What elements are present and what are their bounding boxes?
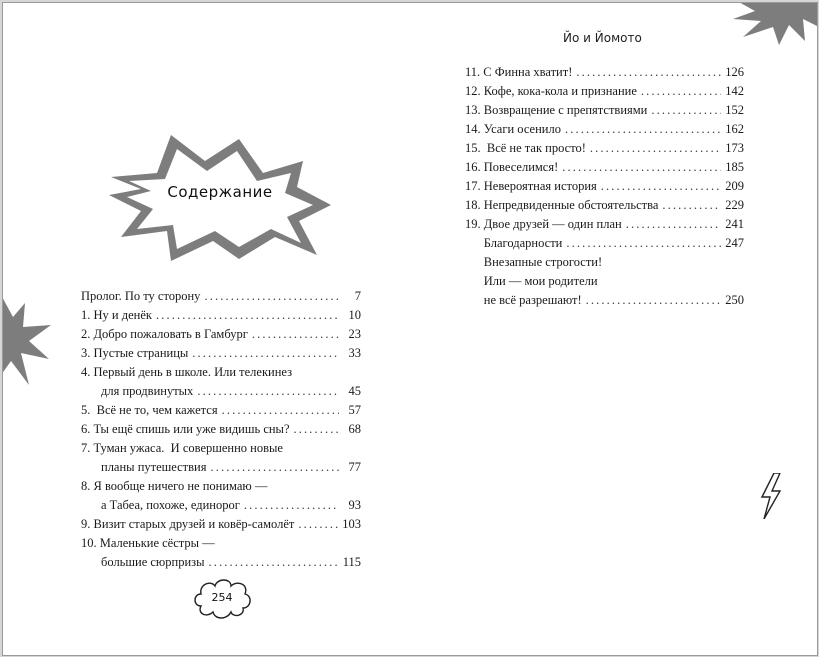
toc-entry-title: Пролог. По ту сторону <box>81 289 201 303</box>
toc-entry <box>465 158 744 177</box>
toc-entry-page: 23 <box>348 327 361 341</box>
toc-entry <box>465 196 744 215</box>
toc-entry-page: 45 <box>348 384 361 398</box>
book-spread <box>2 2 818 656</box>
toc-entry <box>81 439 361 477</box>
toc-entry-title: Или — мои родители <box>465 274 598 288</box>
toc-entry-page: 68 <box>348 422 361 436</box>
toc-entry <box>465 234 744 253</box>
toc-entry-page: 115 <box>342 555 361 569</box>
toc-entry-title: 2. Добро пожаловать в Гамбург <box>81 327 248 341</box>
edge-burst-icon <box>2 295 53 387</box>
toc-entry-title: 18. Непредвиденные обстоятельства <box>465 198 659 212</box>
toc-entry <box>81 477 361 515</box>
toc-leader-dots <box>222 401 339 420</box>
toc-entry-page: 162 <box>725 122 744 136</box>
toc-entry-title: 14. Усаги осенило <box>465 122 561 136</box>
toc-entry <box>81 534 361 572</box>
toc-leader-dots <box>576 63 721 82</box>
toc-entry-page: 10 <box>348 308 361 322</box>
toc-leader-dots <box>566 234 721 253</box>
toc-entry-title: 3. Пустые страницы <box>81 346 189 360</box>
toc-entry <box>465 139 744 158</box>
toc-entry <box>81 344 361 363</box>
toc-leader-dots <box>651 101 721 120</box>
toc-entry-page: 250 <box>725 293 744 307</box>
toc-leader-dots <box>662 196 721 215</box>
toc-leader-dots <box>204 287 339 306</box>
toc-entry-page: 33 <box>348 346 361 360</box>
toc-entry-title: 19. Двое друзей — один план <box>465 217 622 231</box>
toc-leader-dots <box>562 158 721 177</box>
toc-leader-dots <box>252 325 339 344</box>
toc-entry-page: 7 <box>354 289 361 303</box>
toc-entry-page: 209 <box>725 179 744 193</box>
toc-entry-page: 247 <box>725 236 744 250</box>
toc-entry-title: 17. Невероятная история <box>465 179 597 193</box>
toc-entry <box>81 401 361 420</box>
toc-leader-dots <box>626 215 722 234</box>
toc-leader-dots <box>156 306 339 325</box>
toc-entry-page: 152 <box>725 103 744 117</box>
corner-burst-icon <box>729 2 818 49</box>
toc-entry <box>465 101 744 120</box>
page-number: 254 <box>211 591 233 604</box>
toc-entry-page: 77 <box>348 460 361 474</box>
toc-entry-page: 57 <box>348 403 361 417</box>
toc-leader-dots <box>197 382 339 401</box>
toc-leader-dots <box>565 120 721 139</box>
toc-leader-dots <box>192 344 339 363</box>
toc-entry <box>465 63 744 82</box>
toc-entry <box>81 363 361 401</box>
toc-entry-title: 7. Туман ужаса. И совершенно новые <box>81 441 283 455</box>
toc-leader-dots <box>590 139 721 158</box>
toc-leader-dots <box>244 496 339 515</box>
toc-leader-dots <box>208 553 338 572</box>
toc-entry <box>81 287 361 306</box>
toc-leader-dots <box>298 515 338 534</box>
toc-column-left <box>81 287 361 572</box>
toc-entry-title: Внезапные строгости! <box>465 255 603 269</box>
toc-entry-title: 1. Ну и денёк <box>81 308 152 322</box>
toc-entry-title: планы путешествия <box>101 460 207 474</box>
lightning-bolt-icon <box>758 473 784 519</box>
toc-entry-title: большие сюрпризы <box>101 555 205 569</box>
toc-entry-page: 241 <box>725 217 744 231</box>
toc-entry-title: 9. Визит старых друзей и ковёр-самолёт <box>81 517 295 531</box>
toc-entry <box>81 306 361 325</box>
toc-leader-dots <box>210 458 339 477</box>
toc-entry-title: 12. Кофе, кока-кола и признание <box>465 84 637 98</box>
toc-entry-title: 6. Ты ещё спишь или уже видишь сны? <box>81 422 290 436</box>
toc-entry-page: 229 <box>725 198 744 212</box>
toc-entry-page: 93 <box>348 498 361 512</box>
toc-entry-title: а Табеа, похоже, единорог <box>101 498 240 512</box>
toc-entry <box>465 215 744 234</box>
toc-entry <box>81 515 361 534</box>
toc-column-right <box>465 63 744 310</box>
toc-leader-dots <box>641 82 721 101</box>
toc-entry-title: 4. Первый день в школе. Или телекинез <box>81 365 293 379</box>
toc-entry-title: для продвинутых <box>101 384 194 398</box>
toc-entry-title: Благодарности <box>465 236 563 250</box>
toc-entry <box>81 420 361 439</box>
toc-entry-page: 185 <box>725 160 744 174</box>
page-title: Содержание <box>167 183 273 201</box>
toc-entry-page: 173 <box>725 141 744 155</box>
toc-entry-title: 13. Возвращение с препятствиями <box>465 103 648 117</box>
toc-entry-page: 126 <box>725 65 744 79</box>
toc-entry <box>465 120 744 139</box>
toc-entry-title: 11. С Финна хватит! <box>465 65 573 79</box>
toc-entry-title: не всё разрешают! <box>465 293 582 307</box>
toc-entry-page: 142 <box>725 84 744 98</box>
toc-entry-page: 103 <box>342 517 361 531</box>
toc-entry <box>465 253 744 310</box>
toc-entry-title: 16. Повеселимся! <box>465 160 559 174</box>
toc-leader-dots <box>601 177 721 196</box>
toc-entry <box>465 177 744 196</box>
toc-leader-dots <box>586 291 722 310</box>
toc-entry <box>465 82 744 101</box>
toc-entry <box>81 325 361 344</box>
toc-entry-title: 15. Всё не так просто! <box>465 141 586 155</box>
running-head: Йо и Йомото <box>563 31 642 45</box>
toc-leader-dots <box>294 420 339 439</box>
toc-entry-title: 5. Всё не то, чем кажется <box>81 403 218 417</box>
toc-entry-title: 10. Маленькие сёстры — <box>81 536 215 550</box>
toc-entry-title: 8. Я вообще ничего не понимаю — <box>81 479 268 493</box>
